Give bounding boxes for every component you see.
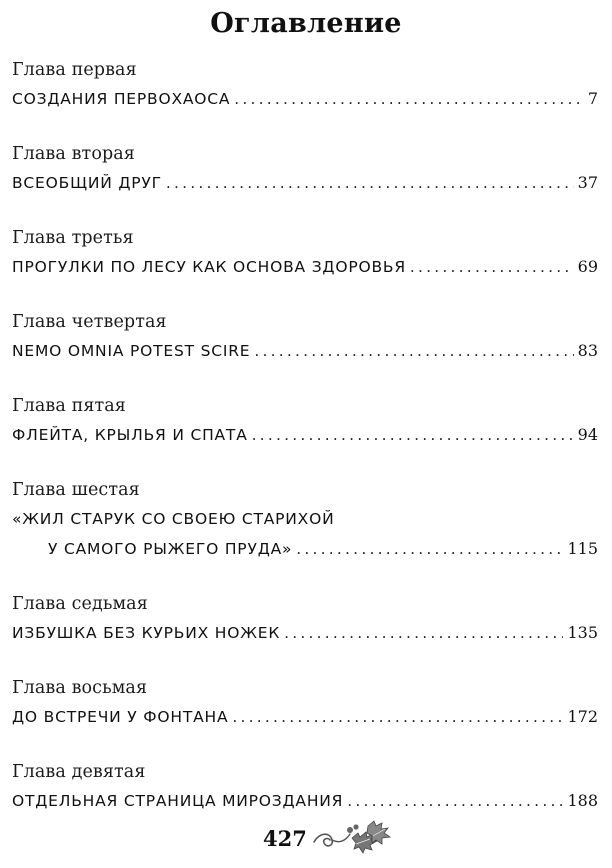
- toc-chapter-8: [12, 674, 598, 732]
- chapter-label: Глава первая: [12, 60, 137, 80]
- toc-chapter-1: [12, 56, 598, 114]
- dot-leader: [410, 252, 574, 282]
- chapter-label: Глава пятая: [12, 396, 126, 416]
- dot-leader: [347, 786, 563, 816]
- table-of-contents: [12, 56, 598, 816]
- toc-entry[interactable]: [12, 252, 598, 282]
- chapter-label: Глава третья: [12, 228, 134, 248]
- toc-chapter-4: [12, 308, 598, 366]
- dot-leader: [284, 618, 563, 648]
- page-number: 94: [577, 425, 598, 444]
- page-number: 172: [567, 707, 598, 726]
- chapter-title: ИЗБУШКА БЕЗ КУРЬИХ НОЖЕК: [12, 624, 281, 642]
- toc-entry[interactable]: [12, 168, 598, 198]
- page-number: 135: [567, 623, 598, 642]
- chapter-label: Глава шестая: [12, 480, 140, 500]
- dot-leader: [232, 702, 563, 732]
- chapter-title: ФЛЕЙТА, КРЫЛЬЯ И СПАТА: [12, 426, 248, 444]
- chapter-label: Глава восьмая: [12, 678, 148, 698]
- toc-entry[interactable]: [12, 420, 598, 450]
- chapter-label: Глава четвертая: [12, 312, 167, 332]
- toc-chapter-5: [12, 392, 598, 450]
- page-title: Оглавление: [210, 8, 402, 39]
- dot-leader: [254, 336, 573, 366]
- chapter-title: СОЗДАНИЯ ПЕРВОХАОСА: [12, 90, 231, 108]
- folio-page-number: 427: [263, 826, 307, 851]
- dot-leader: [296, 534, 563, 564]
- toc-chapter-3: [12, 224, 598, 282]
- page-number: 37: [577, 173, 598, 192]
- chapter-title: ВСЕОБЩИЙ ДРУГ: [12, 174, 162, 192]
- toc-entry[interactable]: [12, 336, 598, 366]
- chapter-title: ОТДЕЛЬНАЯ СТРАНИЦА МИРОЗДАНИЯ: [12, 792, 344, 810]
- page-number: 188: [567, 791, 598, 810]
- page-number: 83: [577, 341, 598, 360]
- holly-leaf-icon: [312, 818, 396, 863]
- toc-chapter-9: [12, 758, 598, 816]
- toc-entry[interactable]: [12, 534, 598, 564]
- page-number: 7: [587, 89, 598, 108]
- toc-entry[interactable]: [12, 84, 598, 114]
- page-number: 69: [577, 257, 598, 276]
- chapter-title: ПРОГУЛКИ ПО ЛЕСУ КАК ОСНОВА ЗДОРОВЬЯ: [12, 258, 406, 276]
- dot-leader: [252, 420, 574, 450]
- chapter-label: Глава девятая: [12, 762, 146, 782]
- toc-chapter-2: [12, 140, 598, 198]
- chapter-label: Глава вторая: [12, 144, 135, 164]
- chapter-title-line-2: У САМОГО РЫЖЕГО ПРУДА»: [48, 540, 293, 558]
- page-number: 115: [567, 539, 598, 558]
- toc-entry[interactable]: [12, 702, 598, 732]
- chapter-label: Глава седьмая: [12, 594, 148, 614]
- page-footer: [0, 818, 612, 858]
- toc-chapter-6: [12, 476, 598, 564]
- toc-entry[interactable]: [12, 618, 598, 648]
- chapter-title: ДО ВСТРЕЧИ У ФОНТАНА: [12, 708, 229, 726]
- chapter-title: NEMO OMNIA POTEST SCIRE: [12, 342, 251, 360]
- dot-leader: [234, 84, 584, 114]
- dot-leader: [166, 168, 574, 198]
- chapter-title-line-1[interactable]: «ЖИЛ СТАРУК СО СВОЕЮ СТАРИХОЙ: [12, 510, 335, 528]
- toc-chapter-7: [12, 590, 598, 648]
- toc-entry[interactable]: [12, 786, 598, 816]
